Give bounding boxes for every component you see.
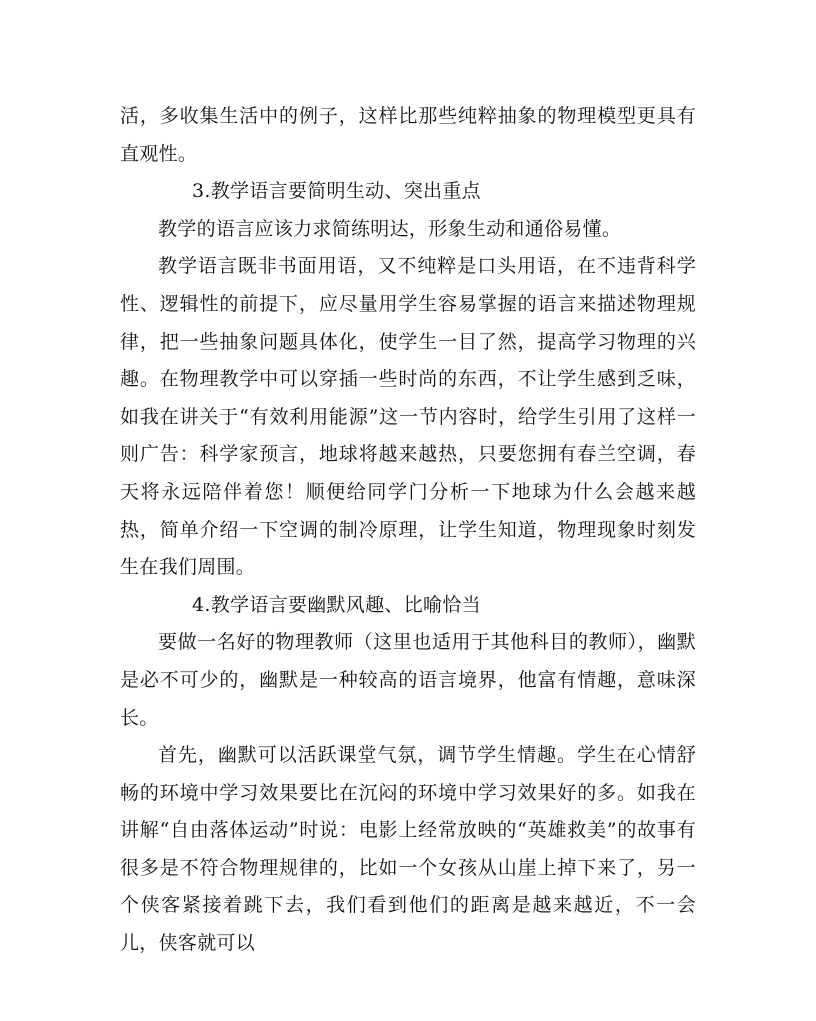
body-paragraph: 要做一名好的物理教师（这里也适用于其他科目的教师），幽默是必不可少的，幽默是一种较高的语言境界，他富有情趣，意味深长。 [120, 631, 696, 729]
body-paragraph: 教学的语言应该力求简练明达，形象生动和通俗易懂。 [158, 217, 622, 240]
body-paragraph: 教学语言既非书面用语，又不纯粹是口头用语，在不违背科学性、逻辑性的前提下，应尽量用学生容易掌握的语言来描述物理规律，把一些抽象问题具体化，使学生一目了然，提高学习物理的兴趣。在物理教学中可以穿插一些时尚的东西，不让学生感到乏味，如我在讲关于“有效利用能源”这一节内容时，给学生引用了这样一则广告：科学家预言，地球将越来越热，只要您拥有春兰空调，春天将永远陪伴着您！顺便给同学门分析一下地球为什么会越来越热，简单介绍一下空调的制冷原理，让学生知道，物理现象时刻发生在我们周围。 [120, 255, 696, 579]
section-heading-4: 4.教学语言要幽默风趣、比喻恰当 [192, 593, 481, 616]
section-heading-3: 3.教学语言要简明生动、突出重点 [192, 180, 481, 203]
body-paragraph: 首先，幽默可以活跃课堂气氛，调节学生情趣。学生在心情舒畅的环境中学习效果要比在沉闷的环境中学习效果好的多。如我在讲解“自由落体运动”时说：电影上经常放映的“英雄救美”的故事有很多是不符合物理规律的，比如一个女孩从山崖上掉下来了，另一个侠客紧接着跳下去，我们看到他们的距离是越来越近，不一会儿，侠客就可以 [120, 744, 696, 955]
document-body [120, 98, 696, 963]
body-paragraph-continuation: 活，多收集生活中的例子，这样比那些纯粹抽象的物理模型更具有直观性。 [120, 105, 696, 165]
